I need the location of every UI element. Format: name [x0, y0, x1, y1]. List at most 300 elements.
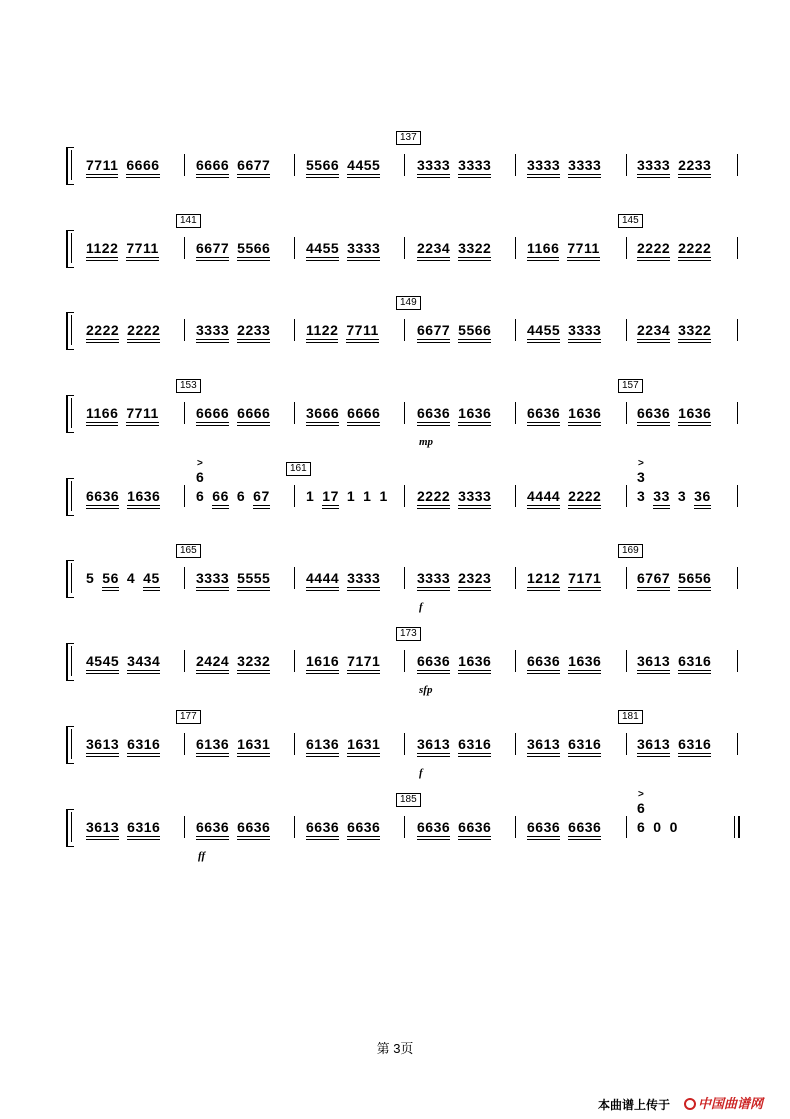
score-line — [0, 297, 790, 360]
note-group: 6636 — [527, 653, 560, 669]
system-bracket — [66, 395, 74, 433]
measure — [637, 819, 686, 835]
measure — [86, 240, 167, 256]
note-group: 6767 — [637, 570, 670, 586]
barline — [626, 733, 627, 755]
note-group: 3333 — [347, 570, 380, 586]
logo-icon — [684, 1098, 696, 1110]
accent-mark: > — [638, 458, 644, 469]
measure — [527, 157, 609, 173]
measure — [527, 736, 609, 752]
note-group: 6636 — [417, 405, 450, 421]
beam-line — [568, 505, 601, 506]
note-group: 66 — [212, 488, 229, 504]
beam-line — [417, 177, 450, 178]
beam-line — [212, 508, 229, 509]
measure — [306, 488, 396, 504]
system-bracket — [66, 809, 74, 847]
beam-line — [458, 673, 491, 674]
barline — [737, 733, 738, 755]
note-group: 5555 — [237, 570, 270, 586]
dynamic-marking: f — [419, 767, 423, 779]
note-group: 6666 — [196, 405, 229, 421]
note-group: 6636 — [568, 819, 601, 835]
note-group: 7171 — [568, 570, 601, 586]
barline — [515, 650, 516, 672]
measure-number: 177 — [176, 710, 201, 724]
beam-line — [306, 839, 339, 840]
note-group: 1166 — [527, 240, 559, 256]
upper-note: 6 — [196, 469, 204, 485]
score-line — [0, 458, 790, 526]
beam-line — [306, 174, 339, 175]
beam-line — [527, 177, 560, 178]
beam-line — [568, 836, 601, 837]
beam-line — [637, 342, 670, 343]
barline — [626, 485, 627, 507]
note-group: 6677 — [417, 322, 450, 338]
note-group: 3322 — [678, 322, 711, 338]
beam-line — [347, 753, 380, 754]
beam-line — [568, 342, 601, 343]
barline — [737, 237, 738, 259]
note-group: 6636 — [306, 819, 339, 835]
barline — [184, 733, 185, 755]
measure — [196, 653, 278, 669]
barline — [515, 237, 516, 259]
barline — [737, 319, 738, 341]
beam-line — [527, 753, 560, 754]
beam-line — [417, 839, 450, 840]
measure — [417, 819, 499, 835]
beam-line — [347, 839, 380, 840]
barline — [294, 485, 295, 507]
score-line — [0, 545, 790, 613]
system-bracket — [66, 478, 74, 516]
beam-line — [127, 836, 160, 837]
system-bracket — [66, 312, 74, 350]
note-group: 6636 — [417, 653, 450, 669]
note-group: 6636 — [237, 819, 270, 835]
beam-line — [678, 590, 711, 591]
measure — [196, 240, 278, 256]
beam-line — [458, 587, 491, 588]
beam-line — [143, 590, 160, 591]
beam-line — [458, 342, 491, 343]
beam-line — [527, 339, 560, 340]
note-group: 1 — [379, 488, 388, 504]
measure — [527, 488, 609, 504]
barline — [404, 567, 405, 589]
measure — [196, 570, 278, 586]
beam-line — [568, 753, 601, 754]
beam-line — [458, 177, 491, 178]
measure — [86, 405, 167, 421]
note-group: 56 — [102, 570, 119, 586]
note-group: 6666 — [126, 157, 159, 173]
beam-line — [637, 670, 670, 671]
note-group: 2222 — [568, 488, 601, 504]
beam-line — [127, 339, 160, 340]
beam-line — [86, 260, 118, 261]
note-group: 7711 — [346, 322, 378, 338]
measure — [417, 570, 499, 586]
beam-line — [237, 425, 270, 426]
barline — [515, 816, 516, 838]
beam-line — [86, 508, 119, 509]
beam-line — [126, 260, 158, 261]
note-group: 3333 — [196, 322, 229, 338]
note-group: 5656 — [678, 570, 711, 586]
beam-line — [196, 339, 229, 340]
measure — [527, 653, 609, 669]
beam-line — [306, 673, 339, 674]
barline — [515, 154, 516, 176]
beam-line — [458, 422, 491, 423]
measure — [417, 653, 499, 669]
beam-line — [458, 425, 491, 426]
note-group: 6636 — [527, 405, 560, 421]
barline — [737, 485, 738, 507]
note-group: 6136 — [196, 736, 229, 752]
measure — [637, 157, 719, 173]
measure — [527, 405, 609, 421]
measure — [196, 819, 278, 835]
note-group: 2222 — [127, 322, 160, 338]
barline — [404, 319, 405, 341]
beam-line — [417, 422, 450, 423]
note-group: 3333 — [417, 570, 450, 586]
barline — [184, 319, 185, 341]
barline — [404, 237, 405, 259]
beam-line — [527, 670, 560, 671]
measure — [86, 157, 168, 173]
note-group: 6666 — [237, 405, 270, 421]
beam-line — [237, 342, 270, 343]
note-group: 6 — [196, 488, 205, 504]
beam-line — [196, 756, 229, 757]
note-group: 3333 — [417, 157, 450, 173]
note-group: 2222 — [417, 488, 450, 504]
beam-line — [527, 505, 560, 506]
note-group: 1636 — [458, 405, 491, 421]
beam-line — [527, 756, 560, 757]
beam-line — [678, 425, 711, 426]
beam-line — [347, 260, 380, 261]
beam-line — [527, 257, 559, 258]
beam-line — [347, 590, 380, 591]
measure-number: 169 — [618, 544, 643, 558]
note-group: 3613 — [86, 736, 119, 752]
barline — [184, 485, 185, 507]
upper-note: 3 — [637, 469, 645, 485]
beam-line — [568, 590, 601, 591]
measure — [196, 322, 278, 338]
note-group: 1636 — [458, 653, 491, 669]
beam-line — [322, 505, 339, 506]
beam-line — [196, 425, 229, 426]
beam-line — [678, 174, 711, 175]
measure — [417, 157, 499, 173]
note-group: 1122 — [306, 322, 338, 338]
measure-number: 153 — [176, 379, 201, 393]
beam-line — [237, 422, 270, 423]
measure — [196, 488, 278, 504]
measure-number: 181 — [618, 710, 643, 724]
note-group: 2222 — [678, 240, 711, 256]
beam-line — [86, 670, 119, 671]
note-group: 3333 — [527, 157, 560, 173]
system-bracket — [66, 147, 74, 185]
note-group: 2424 — [196, 653, 229, 669]
barline — [737, 650, 738, 672]
note-group: 6316 — [127, 736, 160, 752]
beam-line — [678, 670, 711, 671]
beam-line — [678, 673, 711, 674]
beam-line — [568, 422, 601, 423]
measure — [527, 819, 609, 835]
barline — [515, 402, 516, 424]
note-group: 5566 — [306, 157, 339, 173]
beam-line — [196, 257, 229, 258]
beam-line — [306, 425, 339, 426]
barline — [737, 567, 738, 589]
note-group: 7711 — [126, 405, 158, 421]
beam-line — [458, 753, 491, 754]
beam-line — [196, 174, 229, 175]
beam-line — [347, 177, 380, 178]
note-group: 3613 — [527, 736, 560, 752]
beam-line — [127, 342, 160, 343]
beam-line — [143, 587, 160, 588]
system-bracket — [66, 560, 74, 598]
beam-line — [86, 177, 118, 178]
note-group: 6136 — [306, 736, 339, 752]
barline — [184, 567, 185, 589]
barline — [404, 154, 405, 176]
site-logo — [684, 1093, 763, 1112]
beam-line — [653, 505, 670, 506]
note-group: 5566 — [458, 322, 491, 338]
note-group: 2233 — [237, 322, 270, 338]
upper-note: 6 — [637, 800, 645, 816]
note-group: 7711 — [567, 240, 599, 256]
accent-mark: > — [197, 458, 203, 469]
measure — [86, 819, 168, 835]
note-group: 2222 — [86, 322, 119, 338]
beam-line — [458, 839, 491, 840]
beam-line — [86, 839, 119, 840]
beam-line — [417, 756, 450, 757]
beam-line — [527, 260, 559, 261]
measure-number: 149 — [396, 296, 421, 310]
measure — [637, 240, 719, 256]
measure — [196, 736, 278, 752]
beam-line — [306, 590, 339, 591]
note-group: 6636 — [347, 819, 380, 835]
beam-line — [417, 508, 450, 509]
upload-note: 本曲谱上传于 — [598, 1098, 671, 1112]
note-group: 2323 — [458, 570, 491, 586]
barline — [404, 816, 405, 838]
beam-line — [568, 174, 601, 175]
beam-line — [458, 756, 491, 757]
note-group: 3232 — [237, 653, 270, 669]
beam-line — [637, 756, 670, 757]
beam-line — [637, 174, 670, 175]
measure-number: 145 — [618, 214, 643, 228]
barline — [404, 733, 405, 755]
note-group: 1636 — [127, 488, 160, 504]
barline — [184, 650, 185, 672]
dynamic-marking: f — [419, 601, 423, 613]
accent-mark: > — [638, 789, 644, 800]
beam-line — [678, 257, 711, 258]
beam-line — [322, 508, 339, 509]
beam-line — [678, 260, 711, 261]
beam-line — [196, 836, 229, 837]
measure — [637, 653, 719, 669]
beam-line — [458, 505, 491, 506]
beam-line — [637, 590, 670, 591]
beam-line — [102, 587, 119, 588]
beam-line — [678, 756, 711, 757]
note-group: 5566 — [237, 240, 270, 256]
beam-line — [653, 508, 670, 509]
beam-line — [568, 587, 601, 588]
note-group: 6677 — [196, 240, 229, 256]
beam-line — [127, 673, 160, 674]
beam-line — [637, 425, 670, 426]
beam-line — [637, 587, 670, 588]
measure — [306, 240, 388, 256]
beam-line — [306, 260, 339, 261]
beam-line — [237, 260, 270, 261]
beam-line — [306, 756, 339, 757]
score-line — [0, 215, 790, 278]
measure — [86, 488, 168, 504]
beam-line — [417, 505, 450, 506]
note-group: 3333 — [347, 240, 380, 256]
note-group: 67 — [253, 488, 270, 504]
beam-line — [637, 177, 670, 178]
beam-line — [458, 260, 491, 261]
measure-number: 141 — [176, 214, 201, 228]
measure — [637, 405, 719, 421]
beam-line — [568, 508, 601, 509]
beam-line — [417, 590, 450, 591]
measure — [417, 405, 499, 421]
beam-line — [347, 587, 380, 588]
note-group: 2234 — [417, 240, 450, 256]
barline — [294, 237, 295, 259]
dynamic-marking: ff — [198, 850, 206, 862]
system-bracket — [66, 230, 74, 268]
barline — [184, 154, 185, 176]
score-line — [0, 628, 790, 696]
beam-line — [417, 342, 450, 343]
beam-line — [417, 339, 450, 340]
beam-line — [417, 836, 450, 837]
beam-line — [417, 174, 450, 175]
beam-line — [126, 177, 159, 178]
beam-line — [86, 339, 119, 340]
beam-line — [127, 670, 160, 671]
beam-line — [678, 753, 711, 754]
note-group: 3613 — [637, 653, 670, 669]
beam-line — [237, 590, 270, 591]
note-group: 4 — [126, 570, 136, 586]
barline — [294, 650, 295, 672]
note-group: 7711 — [126, 240, 158, 256]
beam-line — [347, 425, 380, 426]
note-group: 5 — [86, 570, 95, 586]
beam-line — [347, 673, 380, 674]
beam-line — [637, 753, 670, 754]
note-group: 6316 — [458, 736, 491, 752]
barline — [294, 567, 295, 589]
beam-line — [568, 673, 601, 674]
note-group: 1616 — [306, 653, 339, 669]
measure-number: 165 — [176, 544, 201, 558]
measure — [86, 570, 168, 586]
note-group: 17 — [322, 488, 339, 504]
note-group: 1631 — [237, 736, 270, 752]
beam-line — [458, 174, 491, 175]
beam-line — [306, 339, 338, 340]
beam-line — [417, 257, 450, 258]
measure — [637, 736, 719, 752]
beam-line — [417, 260, 450, 261]
note-group: 3613 — [86, 819, 119, 835]
measure — [306, 736, 388, 752]
barline — [294, 319, 295, 341]
score-line — [0, 380, 790, 448]
beam-line — [346, 339, 378, 340]
note-group: 6636 — [458, 819, 491, 835]
beam-line — [126, 174, 159, 175]
beam-line — [86, 836, 119, 837]
barline — [626, 650, 627, 672]
measure — [417, 736, 499, 752]
beam-line — [253, 508, 270, 509]
beam-line — [86, 422, 118, 423]
beam-line — [237, 673, 270, 674]
note-group: 1636 — [568, 405, 601, 421]
note-group: 0 — [669, 819, 678, 835]
beam-line — [237, 174, 270, 175]
beam-line — [196, 590, 229, 591]
beam-line — [126, 257, 158, 258]
note-group: 7711 — [86, 157, 118, 173]
note-group: 45 — [143, 570, 160, 586]
measure — [417, 488, 499, 504]
measure — [637, 322, 719, 338]
beam-line — [196, 342, 229, 343]
beam-line — [347, 670, 380, 671]
measure — [417, 322, 499, 338]
beam-line — [306, 257, 339, 258]
beam-line — [237, 587, 270, 588]
barline — [184, 816, 185, 838]
note-group: 6 — [637, 819, 646, 835]
beam-line — [527, 422, 560, 423]
note-group: 1166 — [86, 405, 118, 421]
barline — [515, 319, 516, 341]
beam-line — [567, 260, 599, 261]
barline — [294, 402, 295, 424]
barline — [184, 237, 185, 259]
